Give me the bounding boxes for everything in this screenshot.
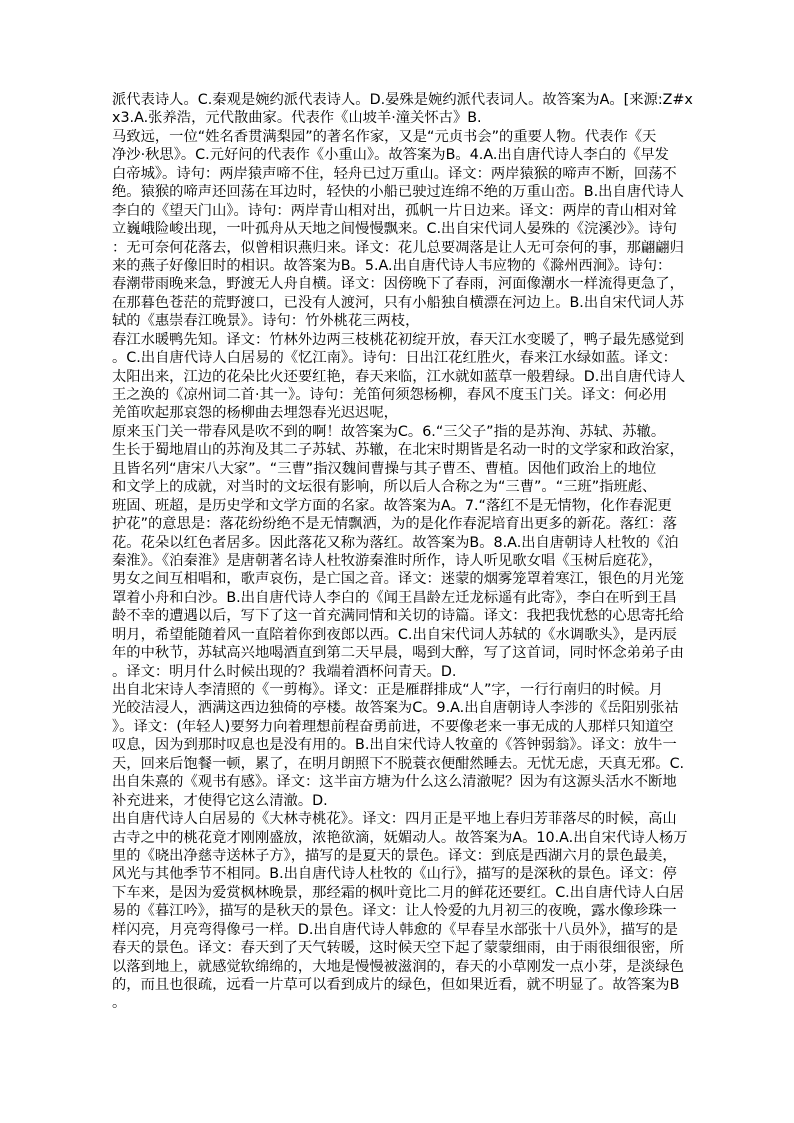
text-line: 男女之间互相唱和，歌声哀伤，是亡国之音。译文：迷蒙的烟雾笼罩着寒江，银色的月光笼 — [112, 571, 684, 588]
text-line: 出自唐代诗人白居易的《大林寺桃花》。译文：四月正是平地上春归芳菲落尽的时候，高山 — [112, 811, 677, 828]
text-line: 太阳出来，江边的花朵比火还要红艳，春天来临，江水就如蓝草一般碧绿。D.出自唐代诗人 — [112, 368, 686, 385]
text-line: 班固、班超，是历史学和文学方面的名家。故答案为A。7.“落红不是无情物，化作春泥更 — [112, 497, 672, 514]
text-line: 且皆名列“唐宋八大家”。“三曹”指汉魏间曹操与其子曹丕、曹植。因他们政治上的地位 — [112, 460, 657, 477]
text-line: 羌笛吹起那哀怨的杨柳曲去埋怨春光迟迟呢， — [112, 405, 398, 422]
text-line: 风光与其他季节不相同。B.出自唐代诗人杜牧的《山行》，描写的是深秋的景色。译文：停 — [112, 866, 677, 883]
text-line: 出自朱熹的《观书有感》。译文：这半亩方塘为什么这么清澈呢？因为有这源头活水不断地 — [112, 774, 677, 791]
text-line: 来的燕子好像旧时的相识。故答案为B。5.A.出自唐代诗人韦应物的《滁州西涧》。诗句： — [112, 257, 672, 274]
text-line: x3.A.张养浩，元代散曲家。代表作《山坡羊·潼关怀古》B. — [112, 110, 482, 127]
text-line: 下车来，是因为爱赏枫林晚景，那经霜的枫叶竟比二月的鲜花还要红。C.出自唐代诗人白居 — [112, 884, 685, 901]
text-line: 样闪亮，月亮弯得像弓一样。D.出自唐代诗人韩愈的《早春呈水部张十八员外》，描写的是 — [112, 921, 678, 938]
text-line: 龄不幸的遭遇以后，写下了这一首充满同情和关切的诗篇。译文：我把我忧愁的心思寄托给 — [112, 608, 684, 625]
text-line: 古寺之中的桃花竟才刚刚盛放，浓艳欲滴，妩媚动人。故答案为A。10.A.出自宋代诗人杨万 — [112, 829, 688, 846]
text-line: 以落到地上，就感觉软绵绵的，大地是慢慢被滋润的，春天的小草刚发一点小芽，是淡绿色 — [112, 958, 684, 975]
text-line: 出自北宋诗人李清照的《一剪梅》。译文：正是雁群排成“人”字，一行行南归的时候。月 — [112, 682, 663, 698]
text-line: 罩着小舟和白沙。B.出自唐代诗人李白的《闻王昌龄左迁龙标遥有此寄》，李白在听到王昌 — [112, 589, 677, 606]
text-line: 春江水暖鸭先知。译文：竹林外边两三枝桃花初绽开放，春天江水变暖了，鸭子最先感觉到 — [112, 331, 684, 348]
text-line: 明月，希望能随着风一直陪着你到夜郎以西。C.出自宋代词人苏轼的《水调歌头》，是丙辰 — [112, 626, 677, 643]
text-line: 立巍峨险峻出现，一叶孤舟从天地之间慢慢飘来。C.出自宋代词人晏殊的《浣溪沙》。诗句 — [112, 221, 677, 238]
text-line: 李白的《望天门山》。诗句：两岸青山相对出，孤帆一片日边来。译文：两岸的青山相对耸 — [112, 202, 677, 219]
text-line: 。译文：明月什么时候出现的？我端着酒杯问青天。D. — [112, 663, 457, 680]
text-line: ：无可奈何花落去，似曾相识燕归来。译文：花儿总要凋落是让人无可奈何的事，那翩翩归 — [112, 239, 684, 256]
text-line: 》。译文：(年轻人)要努力向着理想前程奋勇前进，不要像老来一事无成的人那样只知道空 — [112, 718, 674, 735]
text-line: 。 — [112, 995, 127, 1012]
text-line: 春天的景色。译文：春天到了天气转暖，这时候天空下起了蒙蒙细雨，由于雨很细很密，所 — [112, 940, 684, 957]
text-line: 净沙·秋思》。C.元好问的代表作《小重山》。故答案为B。4.A.出自唐代诗人李白的《早发 — [112, 147, 669, 164]
text-line: 补充进来，才使得它这么清澈。D. — [112, 792, 328, 809]
text-line: 天，回来后饱餐一顿，累了，在明月朗照下不脱蓑衣便酣然睡去。无忧无虑，天真无邪。C. — [112, 755, 685, 772]
text-line: 马致远，一位“姓名香贯满梨园”的著名作家，又是“元贞书会”的重要人物。代表作《天 — [112, 128, 657, 145]
text-line: 的，而且也很疏，远看一片草可以看到成片的绿色，但如果近看，就不明显了。故答案为B — [112, 977, 680, 993]
text-line: 轼的《惠崇春江晚景》。诗句：竹外桃花三两枝， — [112, 313, 420, 330]
text-line: 年的中秋节，苏轼高兴地喝酒直到第二天早晨，喝到大醉，写了这首词，同时怀念弟弟子由 — [112, 645, 684, 662]
text-line: 花。花朵以红色者居多。因此落花又称为落红。故答案为B。8.A.出自唐朝诗人杜牧的《泊 — [112, 534, 679, 551]
text-line: 秦淮》。《泊秦淮》是唐朝著名诗人杜牧游秦淮时所作，诗人听见歌女唱《玉树后庭花》， — [112, 552, 663, 569]
text-line: 里的《晓出净慈寺送林子方》，描写的是夏天的景色。译文：到底是西湖六月的景色最美， — [112, 847, 677, 864]
text-line: 叹息，因为到那时叹息也是没有用的。B.出自宋代诗人牧童的《答钟弱翁》。译文：放牛一 — [112, 737, 677, 754]
text-line: 白帝城》。诗句：两岸猿声啼不住，轻舟已过万重山。译文：两岸猿猴的啼声不断，回荡不 — [112, 165, 677, 182]
text-line: 和文学上的成就，对当时的文坛很有影响，所以后人合称之为“三曹”。“三班”指班彪、 — [112, 479, 657, 496]
text-line: 绝。猿猴的啼声还回荡在耳边时，轻快的小船已驶过连绵不绝的万重山峦。B.出自唐代诗人 — [112, 184, 684, 201]
text-line: 易的《暮江吟》，描写的是秋天的景色。译文：让人怜爱的九月初三的夜晚，露水像珍珠一 — [112, 903, 677, 920]
text-line: 护花”的意思是：落花纷纷绝不是无情飘洒，为的是化作春泥培育出更多的新花。落红：落 — [112, 516, 677, 533]
text-line: 在那暮色苍茫的荒野渡口，已没有人渡河，只有小船独自横漂在河边上。B.出自宋代词人苏 — [112, 294, 684, 311]
text-line: 春潮带雨晚来急，野渡无人舟自横。译文：因傍晚下了春雨，河面像潮水一样流得更急了， — [112, 276, 684, 293]
text-line: 光皎洁浸人，洒满这西边独倚的亭楼。故答案为C。9.A.出自唐朝诗人李涉的《岳阳别张祜 — [112, 700, 679, 717]
text-line: 原来玉门关一带春风是吹不到的啊！故答案为C。6.“三父子”指的是苏洵、苏轼、苏辙。 — [112, 423, 666, 440]
document-body — [112, 91, 702, 1013]
text-line: 。C.出自唐代诗人白居易的《忆江南》。诗句：日出江花红胜火，春来江水绿如蓝。译文： — [112, 350, 677, 367]
text-line: 生长于蜀地眉山的苏洵及其二子苏轼、苏辙，在北宋时期皆是名动一时的文学家和政治家， — [112, 442, 684, 459]
text-line: 王之涣的《凉州词二首·其一》。诗句：羌笛何须怨杨柳，春风不度玉门关。译文：何必用 — [112, 387, 667, 403]
text-line: 派代表诗人。C.秦观是婉约派代表诗人。D.晏殊是婉约派代表词人。故答案为A。[来源:Z#x — [112, 92, 693, 108]
